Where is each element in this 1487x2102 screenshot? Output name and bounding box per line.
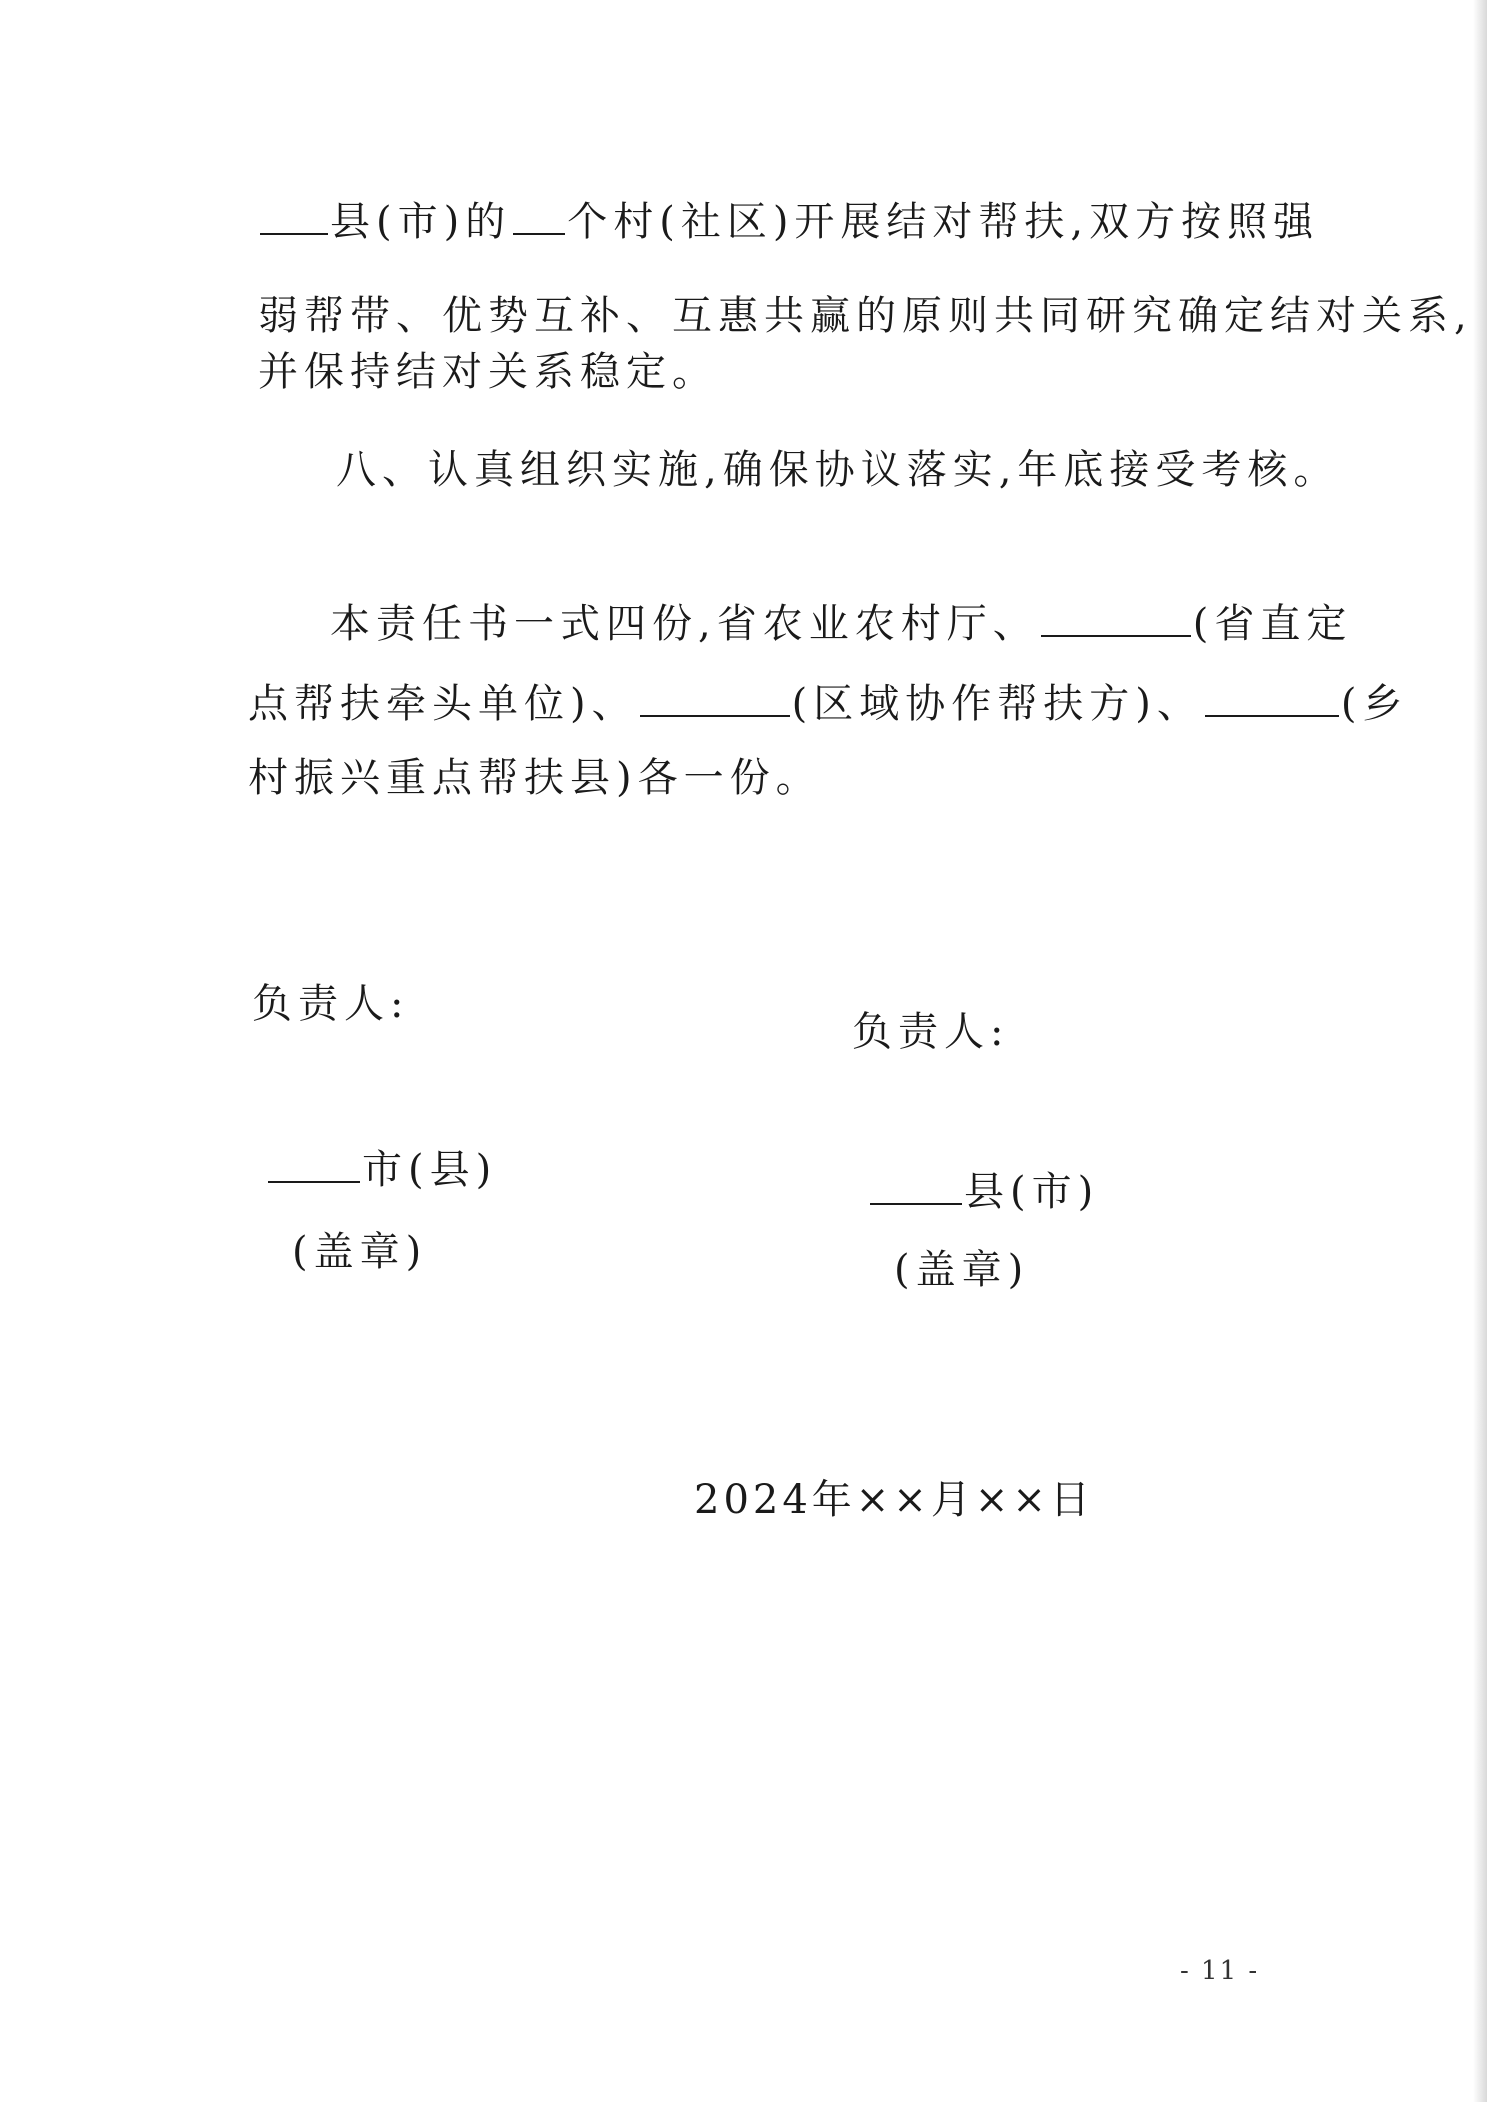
para2-line1-part2: (省直定 [1192,601,1353,647]
para1-line2-text: 弱帮带、优势互补、互惠共赢的原则共同研究确定结对关系, [258,293,1473,339]
blank-village-count [513,197,565,235]
para1-line3 [258,346,718,398]
para2-line2 [248,678,1408,730]
blank-county [260,197,328,235]
page-number-text: - 11 - [1180,1956,1260,1986]
scan-edge-shadow [1473,0,1487,2102]
right-seal-label [894,1244,1029,1296]
para2-line1-part1: 本责任书一式四份,省农业农村厅、 [330,601,1039,647]
right-seal-text: (盖章) [894,1247,1030,1293]
right-unit-suffix: 县(市) [964,1169,1100,1215]
blank-left-unit [268,1145,360,1183]
para2-line3 [248,752,822,804]
blank-lead-unit [1041,599,1191,637]
blank-regional-partner [640,679,790,717]
para1-line3-text: 并保持结对关系稳定。 [258,349,718,395]
para1-line2 [258,290,1473,342]
date-line [694,1474,1094,1526]
para2-line3-text: 村振兴重点帮扶县)各一份。 [248,755,822,801]
para1-line1-part2: 个村(社区)开展结对帮扶,双方按照强 [567,199,1320,245]
para2-line2-part1: 点帮扶牵头单位)、 [248,681,638,727]
left-unit-suffix: 市(县) [362,1147,498,1193]
left-responsible-label [252,978,409,1030]
left-unit-line [266,1144,497,1196]
para1-line1-part1: 县(市)的 [330,199,512,245]
blank-key-county [1205,679,1339,717]
item-eight [336,444,1339,496]
left-responsible-text: 负责人: [252,981,410,1027]
para1-line1 [258,196,1319,248]
para2-line2-part3: (乡 [1340,681,1409,727]
para2-line2-part2: (区域协作帮扶方)、 [791,681,1203,727]
para2-line1 [330,598,1352,650]
right-responsible-label [852,1006,1009,1058]
left-seal-text: (盖章) [292,1229,428,1275]
date-text: 2024年××月××日 [694,1477,1094,1523]
right-responsible-text: 负责人: [852,1009,1010,1055]
blank-right-unit [870,1167,962,1205]
right-unit-line [868,1166,1099,1218]
page-number [1180,1956,1259,1986]
item-eight-text: 八、认真组织实施,确保协议落实,年底接受考核。 [336,447,1340,493]
left-seal-label [292,1226,427,1278]
